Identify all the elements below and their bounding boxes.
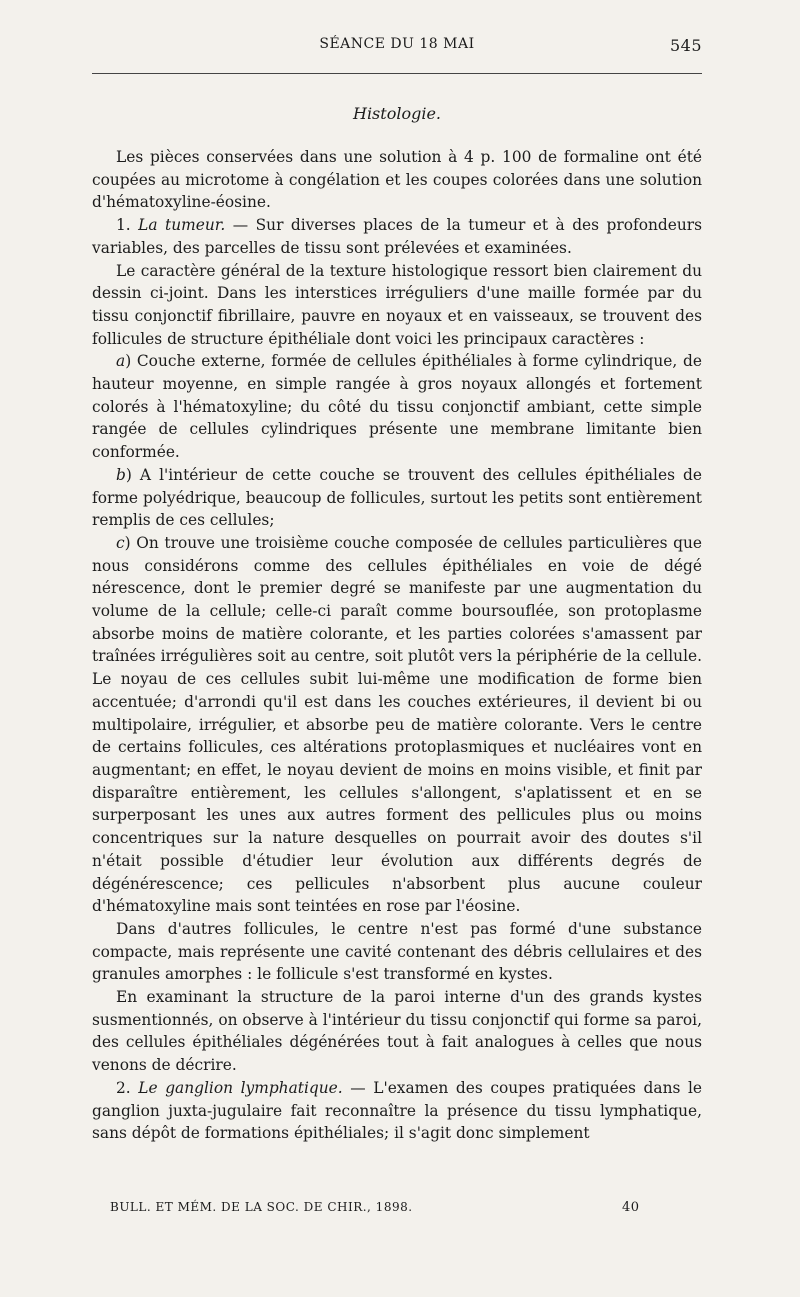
- text-run: ) On trouve une troisième couche composée de cellules particulières que nous considérons comme des cellules épithéliales en voie de dégé nérescence, dont le premier degré se manifeste par une augmentation du volume de la cellule; celle-ci paraît comme boursouflée, son protoplasme absorbe moins de matière colorante, et les parties colorées s'amassent par traînées irrégulières soit au centre, soit plutôt vers la périphérie de la cellule. Le noyau de ces cellules subit lui-même une modification de forme bien accentuée; d'arrondi qu'il est dans les couches extérieures, il devient bi ou multipolaire, irrégulier, et absorbe peu de matière colorante. Vers le centre de certains follicules, ces altérations protoplasmiques et nucléaires vont en augmentant; en effet, le noyau devient de moins en moins visible, et finit par disparaître entièrement, les cellules s'allongent, s'aplatissent et en se surperposant les unes aux autres forment des pellicules plus ou moins concentriques sur la nature desquelles on pourrait avoir des doutes s'il n'était possible d'étudier leur évolution aux différents degrés de dégénérescence; ces pellicules n'absorbent plus aucune couleur d'hématoxyline mais sont teintées en rose par l'éosine.: [92, 533, 702, 916]
- paragraph: [92, 350, 702, 464]
- paragraph: [92, 918, 702, 986]
- text-run: — Sur diverses places de la tumeur et à des profondeurs variables, des parcelles de tissu sont prélevées et examinées.: [92, 216, 702, 257]
- text-run: ) Couche externe, formée de cellules épithéliales à forme cylindrique, de hauteur moyenne, en simple rangée à gros noyaux allongés et fortement colorés à l'hématoxyline; du côté du tissu conjonctif ambiant, cette simple rangée de cellules cylindriques présente une membrane limitante bien conformée.: [92, 352, 702, 462]
- text-run: ) A l'intérieur de cette couche se trouvent des cellules épithéliales de forme polyédrique, beaucoup de follicules, surtout les petits sont entièrement remplis de ces cellules;: [92, 465, 702, 530]
- italic-text: c: [116, 533, 125, 552]
- paragraph: [92, 214, 702, 259]
- page-number: 545: [669, 36, 702, 55]
- body-text: [92, 146, 702, 1145]
- signature-mark: 40: [622, 1200, 640, 1215]
- text-run: 1.: [116, 216, 139, 235]
- text-run: Les pièces conservées dans une solution à 4 p. 100 de formaline ont été coupées au microtome à congélation et les coupes colorées dans une solution d'hématoxyline-éosine.: [92, 148, 702, 212]
- paragraph: [92, 260, 702, 351]
- paragraph: [92, 1077, 702, 1145]
- running-head: [92, 36, 702, 60]
- paragraph: [92, 146, 702, 214]
- header-rule: [92, 73, 702, 74]
- journal-citation: BULL. ET MÉM. DE LA SOC. DE CHIR., 1898.: [110, 1200, 413, 1214]
- paragraph: [92, 986, 702, 1077]
- running-title: SÉANCE DU 18 MAI: [319, 36, 475, 52]
- section-title: Histologie.: [352, 104, 441, 123]
- paragraph: [92, 532, 702, 918]
- paragraph: [92, 464, 702, 532]
- italic-text: a: [116, 352, 126, 371]
- italic-text: La tumeur.: [138, 216, 226, 235]
- text-run: Le caractère général de la texture histologique ressort bien clairement du dessin ci-joint. Dans les interstices irréguliers d'une maille formée par du tissu conjonctif fibrillaire, pauvre en noyaux et en vaisseaux, se trouvent des follicules de structure épithéliale dont voici les principaux caractères :: [92, 261, 702, 348]
- italic-text: b: [116, 465, 126, 484]
- text-run: — L'examen des coupes pratiquées dans le ganglion juxta-jugulaire fait reconnaître la présence du tissu lymphatique, sans dépôt de formations épithéliales; il s'agit donc simplement: [92, 1078, 703, 1143]
- text-run: En examinant la structure de la paroi interne d'un des grands kystes susmentionnés, on observe à l'intérieur du tissu conjonctif qui forme sa paroi, des cellules épithéliales dégénérées tout à fait analogues à celles que nous venons de décrire.: [92, 988, 702, 1075]
- italic-text: Le ganglion lymphatique.: [138, 1078, 343, 1097]
- page-footer: [92, 1200, 702, 1220]
- text-run: Dans d'autres follicules, le centre n'est pas formé d'une substance compacte, mais représente une cavité contenant des débris cellulaires et des granules amorphes : le follicule s'est transformé en kystes.: [92, 919, 702, 984]
- text-run: 2.: [116, 1078, 139, 1097]
